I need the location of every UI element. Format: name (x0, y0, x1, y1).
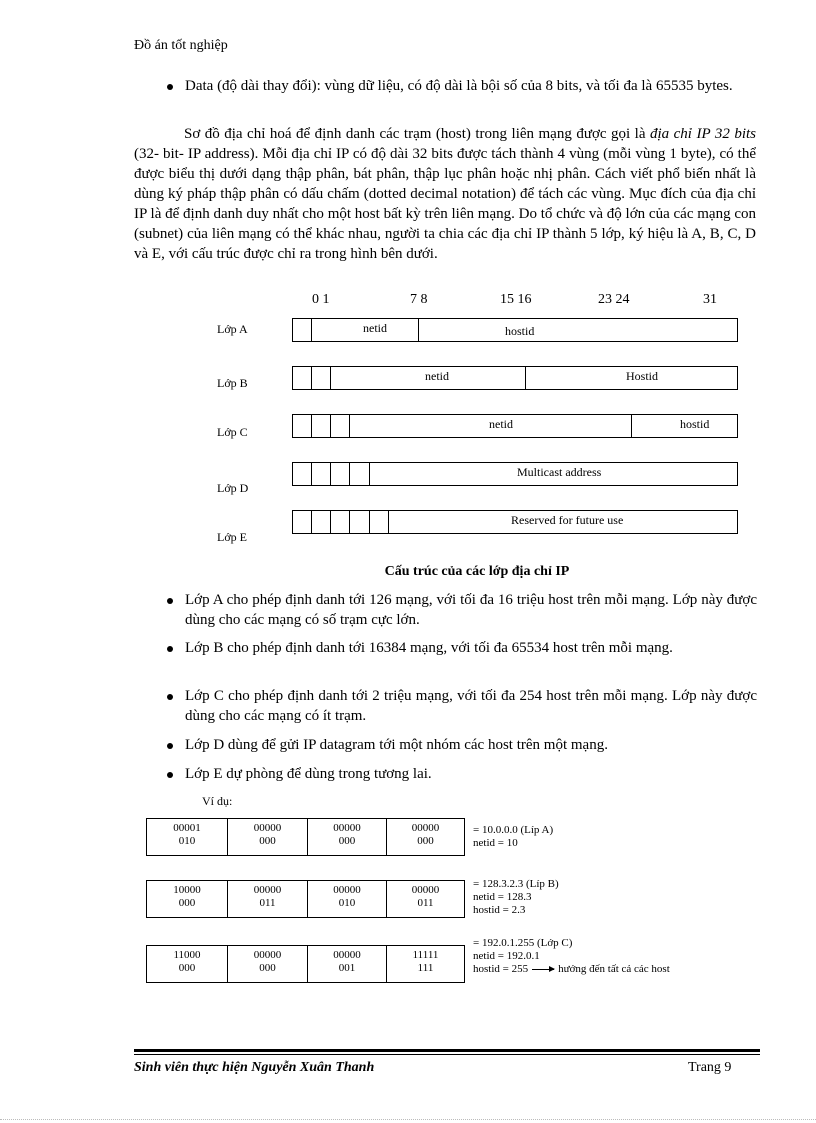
bit-divider (311, 319, 312, 341)
page-number: Trang 9 (688, 1060, 732, 1075)
bit-number: 23 24 (598, 292, 630, 307)
bit-divider (349, 415, 350, 437)
bit-divider (330, 367, 331, 389)
hostid-field: hostid (680, 417, 710, 431)
class-label: Lớp B (217, 376, 248, 390)
bit-number: 31 (703, 292, 717, 307)
body-paragraph (134, 124, 756, 264)
class-bullet-text: Lớp E dự phòng để dùng trong tương lai. (185, 766, 432, 782)
bit-divider (330, 511, 331, 533)
class-label: Lớp C (217, 425, 248, 439)
example-row (146, 945, 465, 983)
bit-divider (349, 463, 350, 485)
netid-field: netid (425, 369, 449, 383)
bit-number: 0 1 (312, 292, 330, 307)
octet-cell: 00000 000 (227, 819, 307, 855)
bit-divider (388, 511, 389, 533)
bit-divider (311, 511, 312, 533)
bit-divider (349, 511, 350, 533)
footer-student: Sinh viên thực hiện Nguyễn Xuân Thanh (134, 1060, 375, 1075)
netid-field: netid (363, 321, 387, 335)
class-bullet-text: Lớp D dùng để gửi IP datagram tới một nhóm các host trên một mạng. (185, 737, 608, 753)
bit-number: 15 16 (500, 292, 532, 307)
paragraph-part2: (32- bit- IP address). Mỗi địa chỉ IP có độ dài 32 bits được tách thành 4 vùng (mỗi vùng 1 byte), có thể được biểu thị dưới dạng thập phân, bát phân, thập lục phân hoặc nhị phân. Cách viết phổ biến nhất là dùng ký pháp thập phân có dấu chấm (dotted decimal notation) để tách các vùng. Mục đích của địa chỉ IP là để định danh duy nhất cho một host bất kỳ trên liên mạng. Do tổ chức và độ lớn của các mạng con (subnet) của liên mạng có thể khác nhau, người ta chia các địa chỉ IP thành 5 lớp, ký hiệu là A, B, C, D và E, với cấu trúc được chỉ ra trong hình bên dưới. (134, 146, 756, 262)
bullet-dot (167, 84, 173, 90)
octet-cell: 00000 000 (227, 946, 307, 982)
octet-cell: 00000 000 (307, 819, 386, 855)
class-label: Lớp D (217, 481, 249, 495)
octet-cell: 00000 011 (386, 881, 464, 917)
octet-cell: 10000 000 (173, 884, 201, 909)
class-c-structure (292, 414, 738, 438)
paragraph-italic: địa chỉ IP 32 bits (650, 126, 756, 142)
page-border (0, 1119, 816, 1120)
reserved-field: Reserved for future use (511, 513, 624, 527)
example-row (146, 880, 465, 918)
octet-cell: 00000 001 (307, 946, 386, 982)
class-bullet-text: Lớp C cho phép định danh tới 2 triệu mạng, với tối đa 254 host trên mỗi mạng. Lớp này được dùng cho các mạng có ít trạm. (185, 688, 757, 724)
class-label: Lớp A (217, 322, 248, 336)
page-header: Đồ án tốt nghiệp (134, 38, 228, 53)
field-divider (631, 415, 632, 437)
class-bullet-text: Lớp A cho phép định danh tới 126 mạng, với tối đa 16 triệu host trên mỗi mạng. Lớp này được dùng cho các mạng có số trạm cực lớn. (185, 592, 757, 628)
bit-divider (330, 415, 331, 437)
bullet-dot (167, 598, 173, 604)
hostid-field: Hostid (626, 369, 659, 383)
bit-divider (330, 463, 331, 485)
bit-divider (369, 463, 370, 485)
class-b-structure (292, 366, 738, 390)
footer-rule (134, 1049, 760, 1052)
example-info: = 192.0.1.255 (Lớp C) netid = 192.0.1 hostid = 255 hướng đến tất cả các host (473, 937, 670, 975)
bit-number: 7 8 (410, 292, 428, 307)
class-a-structure (292, 318, 738, 342)
octet-cell: 00000 010 (307, 881, 386, 917)
octet-cell: 00000 000 (386, 819, 464, 855)
example-label: Ví dụ: (202, 794, 233, 808)
netid-field: netid (489, 417, 513, 431)
footer-rule (134, 1054, 760, 1055)
example-info: = 10.0.0.0 (Líp A) netid = 10 (473, 824, 554, 849)
multicast-field: Multicast address (517, 465, 602, 479)
bit-divider (311, 415, 312, 437)
class-label: Lớp E (217, 530, 248, 544)
bullet-dot (167, 772, 173, 778)
paragraph-part1: Sơ đồ địa chỉ hoá để định danh các trạm (host) trong liên mạng được gọi là (184, 126, 650, 142)
class-e-structure (292, 510, 738, 534)
field-divider (418, 319, 419, 341)
octet-cell: 00001 010 (173, 822, 201, 847)
example-row (146, 818, 465, 856)
bullet-dot (167, 694, 173, 700)
class-d-structure (292, 462, 738, 486)
arrow-right-icon (532, 969, 554, 970)
bullet-dot (167, 743, 173, 749)
octet-cell: 00000 011 (227, 881, 307, 917)
hostid-field: hostid (505, 324, 535, 338)
bit-divider (311, 463, 312, 485)
diagram-caption: Cấu trúc của các lớp địa chỉ IP (384, 564, 570, 579)
octet-cell: 11111 111 (386, 946, 464, 982)
field-divider (525, 367, 526, 389)
octet-cell: 11000 000 (173, 949, 201, 974)
bit-divider (311, 367, 312, 389)
bit-divider (369, 511, 370, 533)
example-info: = 128.3.2.3 (Líp B) netid = 128.3 hostid = 2.3 (473, 878, 559, 916)
intro-bullet-text: Data (độ dài thay đổi): vùng dữ liệu, có độ dài là bội số của 8 bits, và tối đa là 65535 bytes. (185, 78, 733, 94)
bullet-dot (167, 646, 173, 652)
class-bullet-text: Lớp B cho phép định danh tới 16384 mạng, với tối đa 65534 host trên mỗi mạng. (185, 640, 673, 656)
